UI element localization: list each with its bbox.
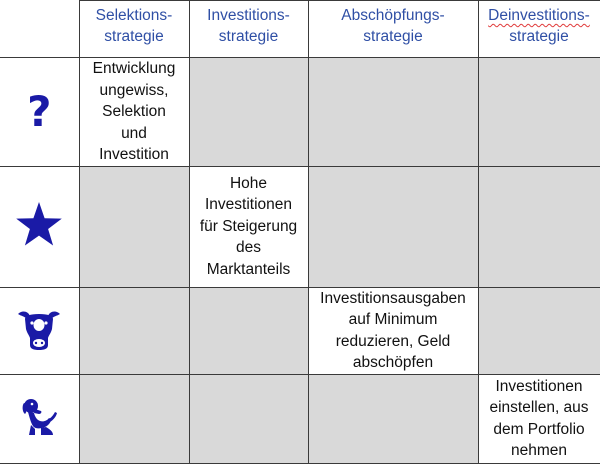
- matrix-row-question: [0, 58, 600, 167]
- header-investment: Investitions- strategie: [189, 1, 308, 58]
- icon-cell: [0, 287, 79, 374]
- icon-cell: [0, 374, 79, 463]
- matrix-row-dog: [0, 374, 600, 463]
- empty-cell: [308, 58, 478, 167]
- header-row: [0, 1, 600, 58]
- header-harvest: Abschöpfungs- strategie: [308, 1, 478, 58]
- cow-icon: [16, 305, 62, 356]
- empty-cell: [308, 166, 478, 287]
- empty-cell: [308, 374, 478, 463]
- empty-cell: [189, 287, 308, 374]
- strategy-text-cell: Investitionsausgaben auf Minimum reduzieren, Geld abschöpfen: [308, 287, 478, 374]
- empty-cell: [189, 374, 308, 463]
- matrix-row-star: [0, 166, 600, 287]
- empty-cell: [478, 287, 600, 374]
- strategy-text-cell: Entwicklung ungewiss, Selektion und Investition: [79, 58, 189, 167]
- icon-cell: [0, 166, 79, 287]
- matrix-row-cow: [0, 287, 600, 374]
- dog-icon: [19, 395, 59, 442]
- icon-cell: [0, 58, 79, 167]
- empty-cell: [79, 166, 189, 287]
- strategy-text-cell: Hohe Investitionen für Steigerung des Marktanteils: [189, 166, 308, 287]
- header-selection: Selektions- strategie: [79, 1, 189, 58]
- corner-cell: [0, 1, 79, 58]
- empty-cell: [478, 58, 600, 167]
- empty-cell: [478, 166, 600, 287]
- empty-cell: [189, 58, 308, 167]
- star-icon: [15, 201, 63, 252]
- strategy-text-cell: Investitionen einstellen, aus dem Portfolio nehmen: [478, 374, 600, 463]
- empty-cell: [79, 374, 189, 463]
- question-mark-icon: ?: [27, 86, 52, 136]
- empty-cell: [79, 287, 189, 374]
- header-divestment: Deinvestitions- strategie: [478, 1, 600, 58]
